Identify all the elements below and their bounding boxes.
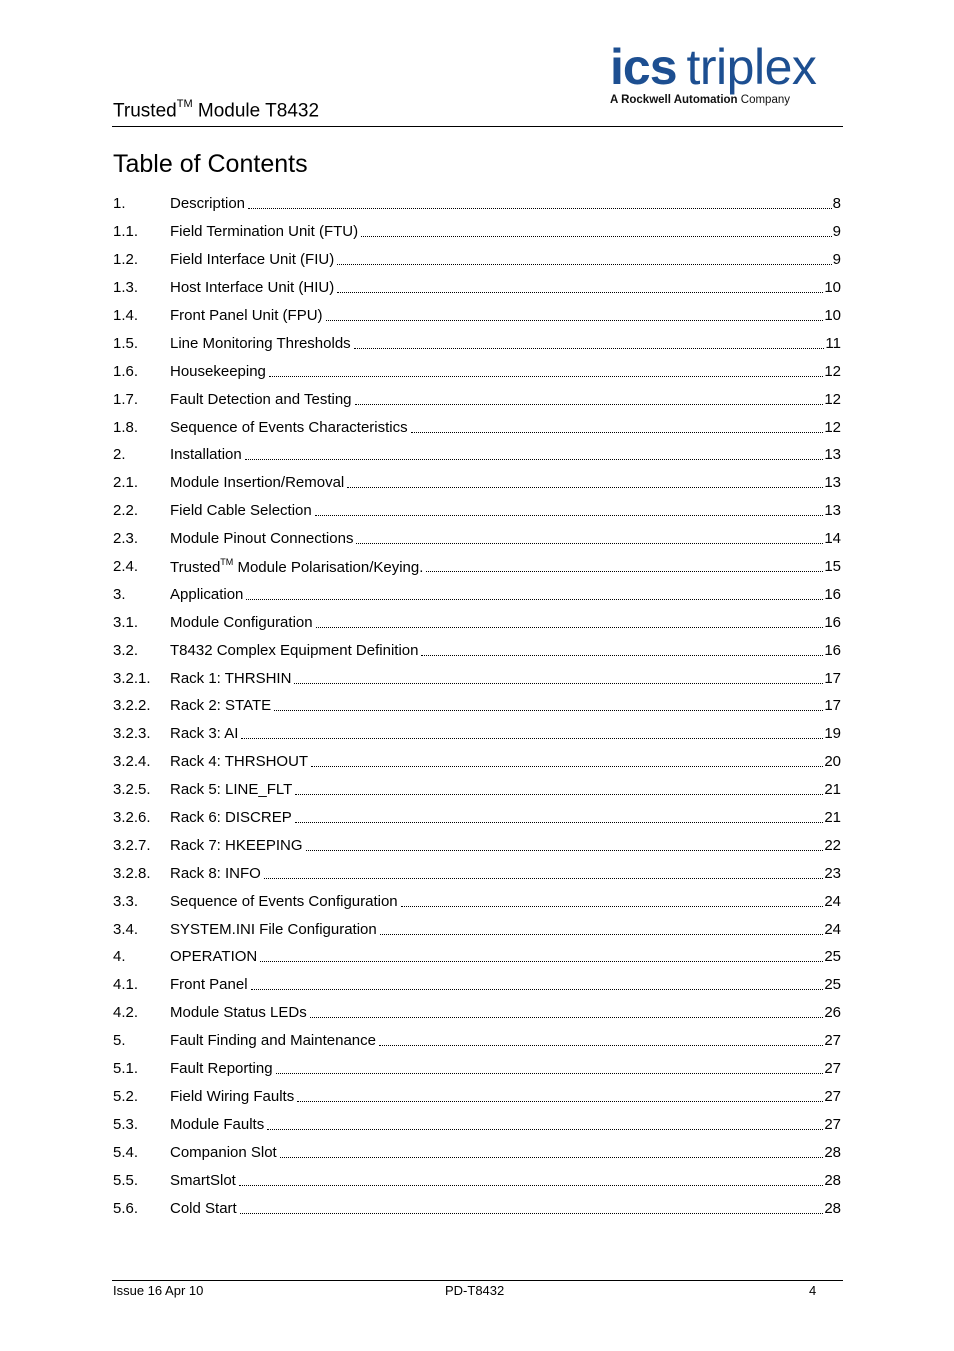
toc-entry-title: Fault Reporting (170, 1060, 273, 1078)
toc-entry[interactable] (113, 608, 841, 636)
toc-leader-dots (355, 403, 824, 405)
toc-entry-number: 3.2. (113, 641, 139, 659)
toc-entry-number: 3.2.6. (113, 809, 151, 827)
toc-entry-number: 4. (113, 948, 126, 966)
toc-entry-title: Module Insertion/Removal (170, 474, 345, 492)
toc-entry-title: Line Monitoring Thresholds (170, 334, 351, 352)
toc-entry-number: 3.1. (113, 613, 139, 631)
toc-entry-number: 3.2.2. (113, 697, 151, 715)
toc-entry-number: 5.1. (113, 1060, 139, 1078)
toc-entry-page: 16 (824, 613, 841, 631)
toc-entry-page: 9 (832, 251, 841, 269)
toc-entry-title: Module Pinout Connections (170, 530, 354, 548)
toc-entry[interactable] (113, 1166, 841, 1194)
toc-entry-title (170, 558, 426, 576)
toc-entry-title: Rack 4: THRSHOUT (170, 753, 309, 771)
toc-entry-page: 17 (824, 669, 841, 687)
toc-leader-dots (294, 682, 823, 684)
toc-entry-page: 13 (824, 474, 841, 492)
toc-entry[interactable] (113, 692, 841, 720)
logo-tagline-bold: A Rockwell Automation (610, 94, 738, 106)
toc-entry-page: 19 (824, 725, 841, 743)
toc-leader-dots (315, 514, 824, 516)
toc-leader-dots (267, 1128, 823, 1130)
toc-entry[interactable] (113, 664, 841, 692)
toc-entry-page: 9 (832, 223, 841, 241)
toc-entry-page: 22 (824, 836, 841, 854)
toc-entry-title: Field Wiring Faults (170, 1087, 295, 1105)
toc-leader-dots (316, 626, 824, 628)
toc-entry-title: Description (170, 195, 246, 213)
toc-leader-dots (264, 877, 823, 879)
toc-leader-dots (295, 793, 823, 795)
toc-entry[interactable] (113, 1138, 841, 1166)
toc-entry-number: 1.2. (113, 251, 139, 269)
toc-entry[interactable] (113, 413, 841, 441)
toc-leader-dots (354, 347, 825, 349)
toc-entry[interactable] (113, 190, 841, 218)
toc-entry[interactable] (113, 1055, 841, 1083)
toc-entry-title: Field Cable Selection (170, 502, 312, 520)
toc-entry-title: OPERATION (170, 948, 258, 966)
header-module: Module T8432 (197, 100, 320, 122)
toc-leader-dots (274, 709, 823, 711)
toc-leader-dots (337, 291, 823, 293)
toc-heading: Table of Contents (113, 150, 308, 178)
toc-entry-page: 24 (824, 920, 841, 938)
toc-entry-page: 8 (832, 195, 841, 213)
toc-entry-title: Field Termination Unit (FTU) (170, 223, 359, 241)
toc-entry-title: Fault Detection and Testing (170, 390, 352, 408)
toc-entry-number: 1.3. (113, 279, 139, 297)
toc-entry-number: 3.2.7. (113, 836, 151, 854)
company-logo (610, 39, 844, 106)
table-of-contents (113, 190, 841, 1222)
footer-issue: Issue 16 Apr 10 (113, 1283, 204, 1298)
toc-entry-page: 28 (824, 1143, 841, 1161)
toc-entry-trademark: TM (220, 556, 234, 567)
toc-leader-dots (426, 570, 823, 572)
toc-entry[interactable] (113, 218, 841, 246)
toc-entry-page: 26 (824, 1004, 841, 1022)
footer-divider (112, 1280, 843, 1281)
toc-entry-page: 27 (824, 1060, 841, 1078)
toc-entry-title: Rack 3: AI (170, 725, 239, 743)
toc-entry[interactable] (113, 804, 841, 832)
toc-entry[interactable] (113, 748, 841, 776)
toc-entry-title-part: Module Polarisation/Keying. (233, 558, 424, 576)
toc-entry-number: 1.7. (113, 390, 139, 408)
toc-entry[interactable] (113, 1110, 841, 1138)
toc-entry-page: 14 (824, 530, 841, 548)
toc-entry[interactable] (113, 580, 841, 608)
toc-entry-number: 4.2. (113, 1004, 139, 1022)
toc-entry-title: Module Configuration (170, 613, 313, 631)
toc-leader-dots (326, 319, 824, 321)
toc-entry-page: 13 (824, 502, 841, 520)
toc-entry-number: 2. (113, 446, 126, 464)
toc-entry-page: 10 (824, 307, 841, 324)
toc-leader-dots (297, 1100, 823, 1102)
toc-entry[interactable] (113, 497, 841, 525)
toc-entry-number: 3.2.5. (113, 781, 151, 799)
toc-entry-number: 4.1. (113, 976, 139, 994)
toc-entry-page: 16 (824, 585, 841, 603)
toc-entry-title: Rack 1: THRSHIN (170, 669, 292, 687)
toc-entry[interactable] (113, 887, 841, 915)
logo-tagline-regular: Company (740, 94, 790, 106)
toc-entry[interactable] (113, 915, 841, 943)
toc-leader-dots (310, 1016, 824, 1018)
toc-entry-number: 3.2.1. (113, 669, 151, 687)
toc-entry-title: Sequence of Events Characteristics (170, 418, 408, 436)
toc-entry-number: 3.2.3. (113, 725, 151, 743)
toc-entry-page: 12 (824, 362, 841, 380)
toc-leader-dots (306, 849, 824, 851)
toc-entry-number: 3.4. (113, 920, 139, 938)
toc-entry-title: SmartSlot (170, 1171, 236, 1189)
toc-entry-number: 1. (113, 195, 126, 213)
logo-brand-bold: ics (610, 39, 677, 95)
toc-leader-dots (401, 905, 824, 907)
toc-entry-number: 1.6. (113, 362, 139, 380)
header-divider (112, 126, 843, 127)
toc-entry-number: 5. (113, 1032, 126, 1050)
toc-entry-number: 2.4. (113, 558, 139, 576)
toc-entry[interactable] (113, 999, 841, 1027)
toc-entry[interactable] (113, 329, 841, 357)
toc-entry-title: Rack 2: STATE (170, 697, 272, 715)
toc-entry[interactable] (113, 302, 841, 330)
toc-leader-dots (347, 486, 823, 488)
toc-entry-page: 20 (824, 753, 841, 771)
toc-entry-page: 23 (824, 864, 841, 882)
logo-tagline (610, 94, 844, 106)
toc-entry-page: 27 (824, 1087, 841, 1105)
toc-entry[interactable] (113, 636, 841, 664)
toc-leader-dots (337, 263, 831, 265)
toc-entry-title: Installation (170, 446, 242, 464)
toc-entry[interactable] (113, 1194, 841, 1222)
toc-entry-number: 5.2. (113, 1087, 139, 1105)
toc-leader-dots (356, 542, 823, 544)
toc-entry-page: 13 (824, 446, 841, 464)
toc-leader-dots (361, 235, 832, 237)
toc-entry-title: Host Interface Unit (HIU) (170, 279, 335, 297)
toc-entry[interactable] (113, 246, 841, 274)
toc-entry-title: Module Status LEDs (170, 1004, 307, 1022)
toc-entry-page: 21 (824, 809, 841, 827)
toc-entry-number: 5.5. (113, 1171, 139, 1189)
toc-leader-dots (295, 821, 824, 823)
toc-leader-dots (380, 933, 824, 935)
toc-entry-title: Housekeeping (170, 362, 266, 380)
toc-entry[interactable] (113, 469, 841, 497)
toc-entry-page: 27 (824, 1032, 841, 1050)
toc-entry-number: 5.3. (113, 1115, 139, 1133)
toc-leader-dots (251, 988, 824, 990)
toc-entry-number: 2.3. (113, 530, 139, 548)
toc-entry-number: 3. (113, 585, 126, 603)
toc-entry[interactable] (113, 525, 841, 553)
toc-entry-page: 28 (824, 1171, 841, 1189)
toc-entry-page: 10 (824, 279, 841, 297)
toc-entry[interactable] (113, 971, 841, 999)
toc-entry-title: SYSTEM.INI File Configuration (170, 920, 377, 938)
toc-entry-number: 5.4. (113, 1143, 139, 1161)
toc-entry-page: 25 (824, 948, 841, 966)
toc-entry-title: Fault Finding and Maintenance (170, 1032, 376, 1050)
toc-entry-page: 12 (824, 418, 841, 436)
toc-entry[interactable] (113, 553, 841, 581)
toc-leader-dots (311, 765, 823, 767)
toc-entry-title: Application (170, 585, 244, 603)
toc-entry-page: 28 (824, 1199, 841, 1217)
toc-entry-page: 15 (824, 558, 841, 576)
toc-entry-title: Module Faults (170, 1115, 265, 1133)
footer-page-number: 4 (809, 1283, 817, 1298)
toc-entry-number: 1.4. (113, 307, 139, 324)
toc-entry[interactable] (113, 274, 841, 302)
toc-leader-dots (269, 375, 823, 377)
toc-leader-dots (239, 1184, 823, 1186)
toc-leader-dots (276, 1072, 824, 1074)
toc-entry-title: Cold Start (170, 1199, 237, 1217)
logo-wordmark (610, 39, 844, 95)
header-trademark: TM (176, 98, 193, 110)
toc-entry-page: 17 (824, 697, 841, 715)
toc-entry-number: 5.6. (113, 1199, 139, 1217)
toc-entry[interactable] (113, 859, 841, 887)
toc-entry-page: 16 (824, 641, 841, 659)
toc-entry[interactable] (113, 943, 841, 971)
toc-entry-title: Front Panel (170, 976, 248, 994)
document-header-title (113, 100, 319, 122)
toc-leader-dots (240, 1212, 824, 1214)
toc-entry[interactable] (113, 720, 841, 748)
toc-entry[interactable] (113, 1083, 841, 1111)
toc-entry-number: 1.5. (113, 334, 139, 352)
toc-entry-page: 25 (824, 976, 841, 994)
logo-brand-regular: triplex (686, 39, 817, 95)
toc-entry-title: Rack 5: LINE_FLT (170, 781, 293, 799)
toc-entry-page: 12 (824, 390, 841, 408)
toc-entry[interactable] (113, 441, 841, 469)
toc-entry[interactable] (113, 385, 841, 413)
toc-entry-page: 27 (824, 1115, 841, 1133)
toc-leader-dots (421, 654, 823, 656)
toc-entry[interactable] (113, 1027, 841, 1055)
toc-entry-title: T8432 Complex Equipment Definition (170, 641, 419, 659)
toc-leader-dots (411, 431, 824, 433)
toc-entry-title: Field Interface Unit (FIU) (170, 251, 335, 269)
toc-entry-title: Sequence of Events Configuration (170, 892, 398, 910)
toc-entry-title: Rack 6: DISCREP (170, 809, 292, 827)
toc-entry-number: 3.2.8. (113, 864, 151, 882)
header-product: Trusted (113, 100, 177, 122)
toc-entry-page: 21 (824, 781, 841, 799)
toc-entry-title: Front Panel Unit (FPU) (170, 307, 323, 324)
toc-entry-page: 24 (824, 892, 841, 910)
toc-leader-dots (379, 1044, 823, 1046)
toc-entry-title-part: Trusted (170, 558, 221, 576)
toc-entry-number: 2.2. (113, 502, 139, 520)
toc-leader-dots (246, 598, 823, 600)
toc-entry-title: Rack 7: HKEEPING (170, 836, 303, 854)
toc-entry-title: Companion Slot (170, 1143, 277, 1161)
toc-entry-number: 3.3. (113, 892, 139, 910)
toc-entry-title: Rack 8: INFO (170, 864, 261, 882)
toc-entry-page: 11 (825, 334, 841, 352)
footer-doc-id: PD-T8432 (445, 1283, 505, 1298)
toc-leader-dots (245, 458, 824, 460)
toc-entry-number: 2.1. (113, 474, 139, 492)
toc-entry[interactable] (113, 357, 841, 385)
toc-entry-number: 1.1. (113, 223, 139, 241)
toc-leader-dots (260, 960, 823, 962)
toc-entry-number: 3.2.4. (113, 753, 151, 771)
toc-entry[interactable] (113, 831, 841, 859)
toc-leader-dots (248, 207, 832, 209)
toc-entry-number: 1.8. (113, 418, 139, 436)
toc-leader-dots (241, 737, 823, 739)
toc-entry[interactable] (113, 776, 841, 804)
toc-leader-dots (280, 1156, 824, 1158)
